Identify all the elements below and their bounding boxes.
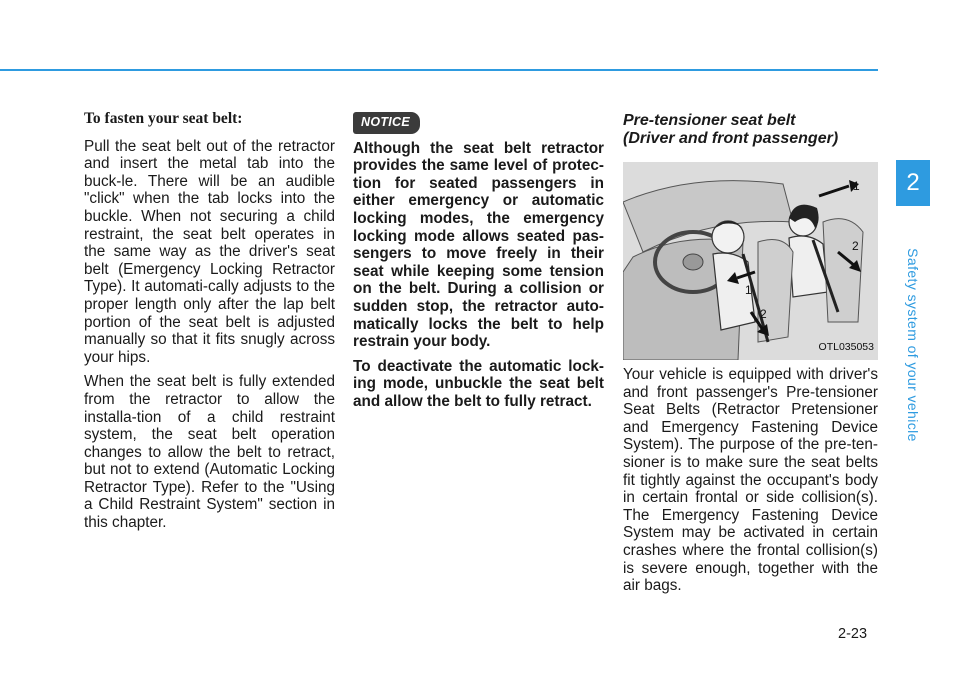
figure-caption: OTL035053 [818, 341, 874, 354]
callout-2-passenger: 2 [852, 239, 859, 253]
notice-paragraph-2: To deactivate the automatic lock-ing mode, unbuckle the seat belt and allow the belt to fully retract. [353, 357, 604, 410]
header-rule [0, 69, 878, 71]
middle-column [353, 112, 604, 418]
section-title-line-2: (Driver and front passenger) [623, 130, 839, 147]
right-column [623, 112, 878, 602]
fasten-paragraph-2: When the seat belt is fully extended from the retractor to allow the installa-tion of a child restraint system, the seat belt operation changes to allow the belt to retract, but not to extend (Automatic Locking Retractor Type). Refer to the "Using a Child Restraint System" section in this chapter. [84, 373, 335, 532]
notice-badge: NOTICE [353, 112, 420, 134]
callout-1-driver: 1 [745, 283, 752, 297]
fasten-paragraph-1: Pull the seat belt out of the retractor and insert the metal tab into the buck-le. There will be an audible "click" when the tab locks into the buckle. When not securing a child restraint, the seat belt operates in the same way as the driver's seat belt (Emergency Locking Retractor Type). It automati-cally adjusts to the proper length only after the lap belt portion of the seat belt is adjusted manually so that it fits snugly across your hips. [84, 137, 335, 366]
chapter-title-vertical: Safety system of your vehicle [905, 248, 921, 442]
section-title-line-1: Pre-tensioner seat belt [623, 112, 796, 129]
fasten-heading: To fasten your seat belt: [84, 110, 243, 127]
section-title [623, 112, 878, 148]
notice-paragraph-1: Although the seat belt retractor provides the same level of protec-tion for seated passengers in either emergency or automatic locking modes, the emergency locking mode allows seated pas-sengers to move freely in their seat while keeping some tension on the belt. During a collision or sudden stop, the retractor auto-matically locks the belt to help restrain your body. [353, 139, 604, 351]
pretensioner-illustration [623, 162, 878, 360]
left-column [84, 110, 335, 539]
callout-2-driver: 2 [760, 307, 767, 321]
page-number: 2-23 [838, 626, 868, 642]
driver-head-shape [712, 221, 744, 253]
pretensioner-illustration-svg [623, 162, 878, 360]
callout-1-passenger: 1 [853, 179, 860, 193]
chapter-number-tab: 2 [896, 160, 930, 206]
pretensioner-paragraph: Your vehicle is equipped with driver's and front passenger's Pre-tensioner Seat Belts (Retractor Pretensioner and Emergency Fastening Device System). The purpose of the pre-ten-sioner is to make sure the seat belts fit tightly against the occupant's body in certain frontal or side collision(s). The Emergency Fastening Device System may be activated in certain crashes where the frontal collision(s) is severe enough, together with the air bags. [623, 366, 878, 595]
